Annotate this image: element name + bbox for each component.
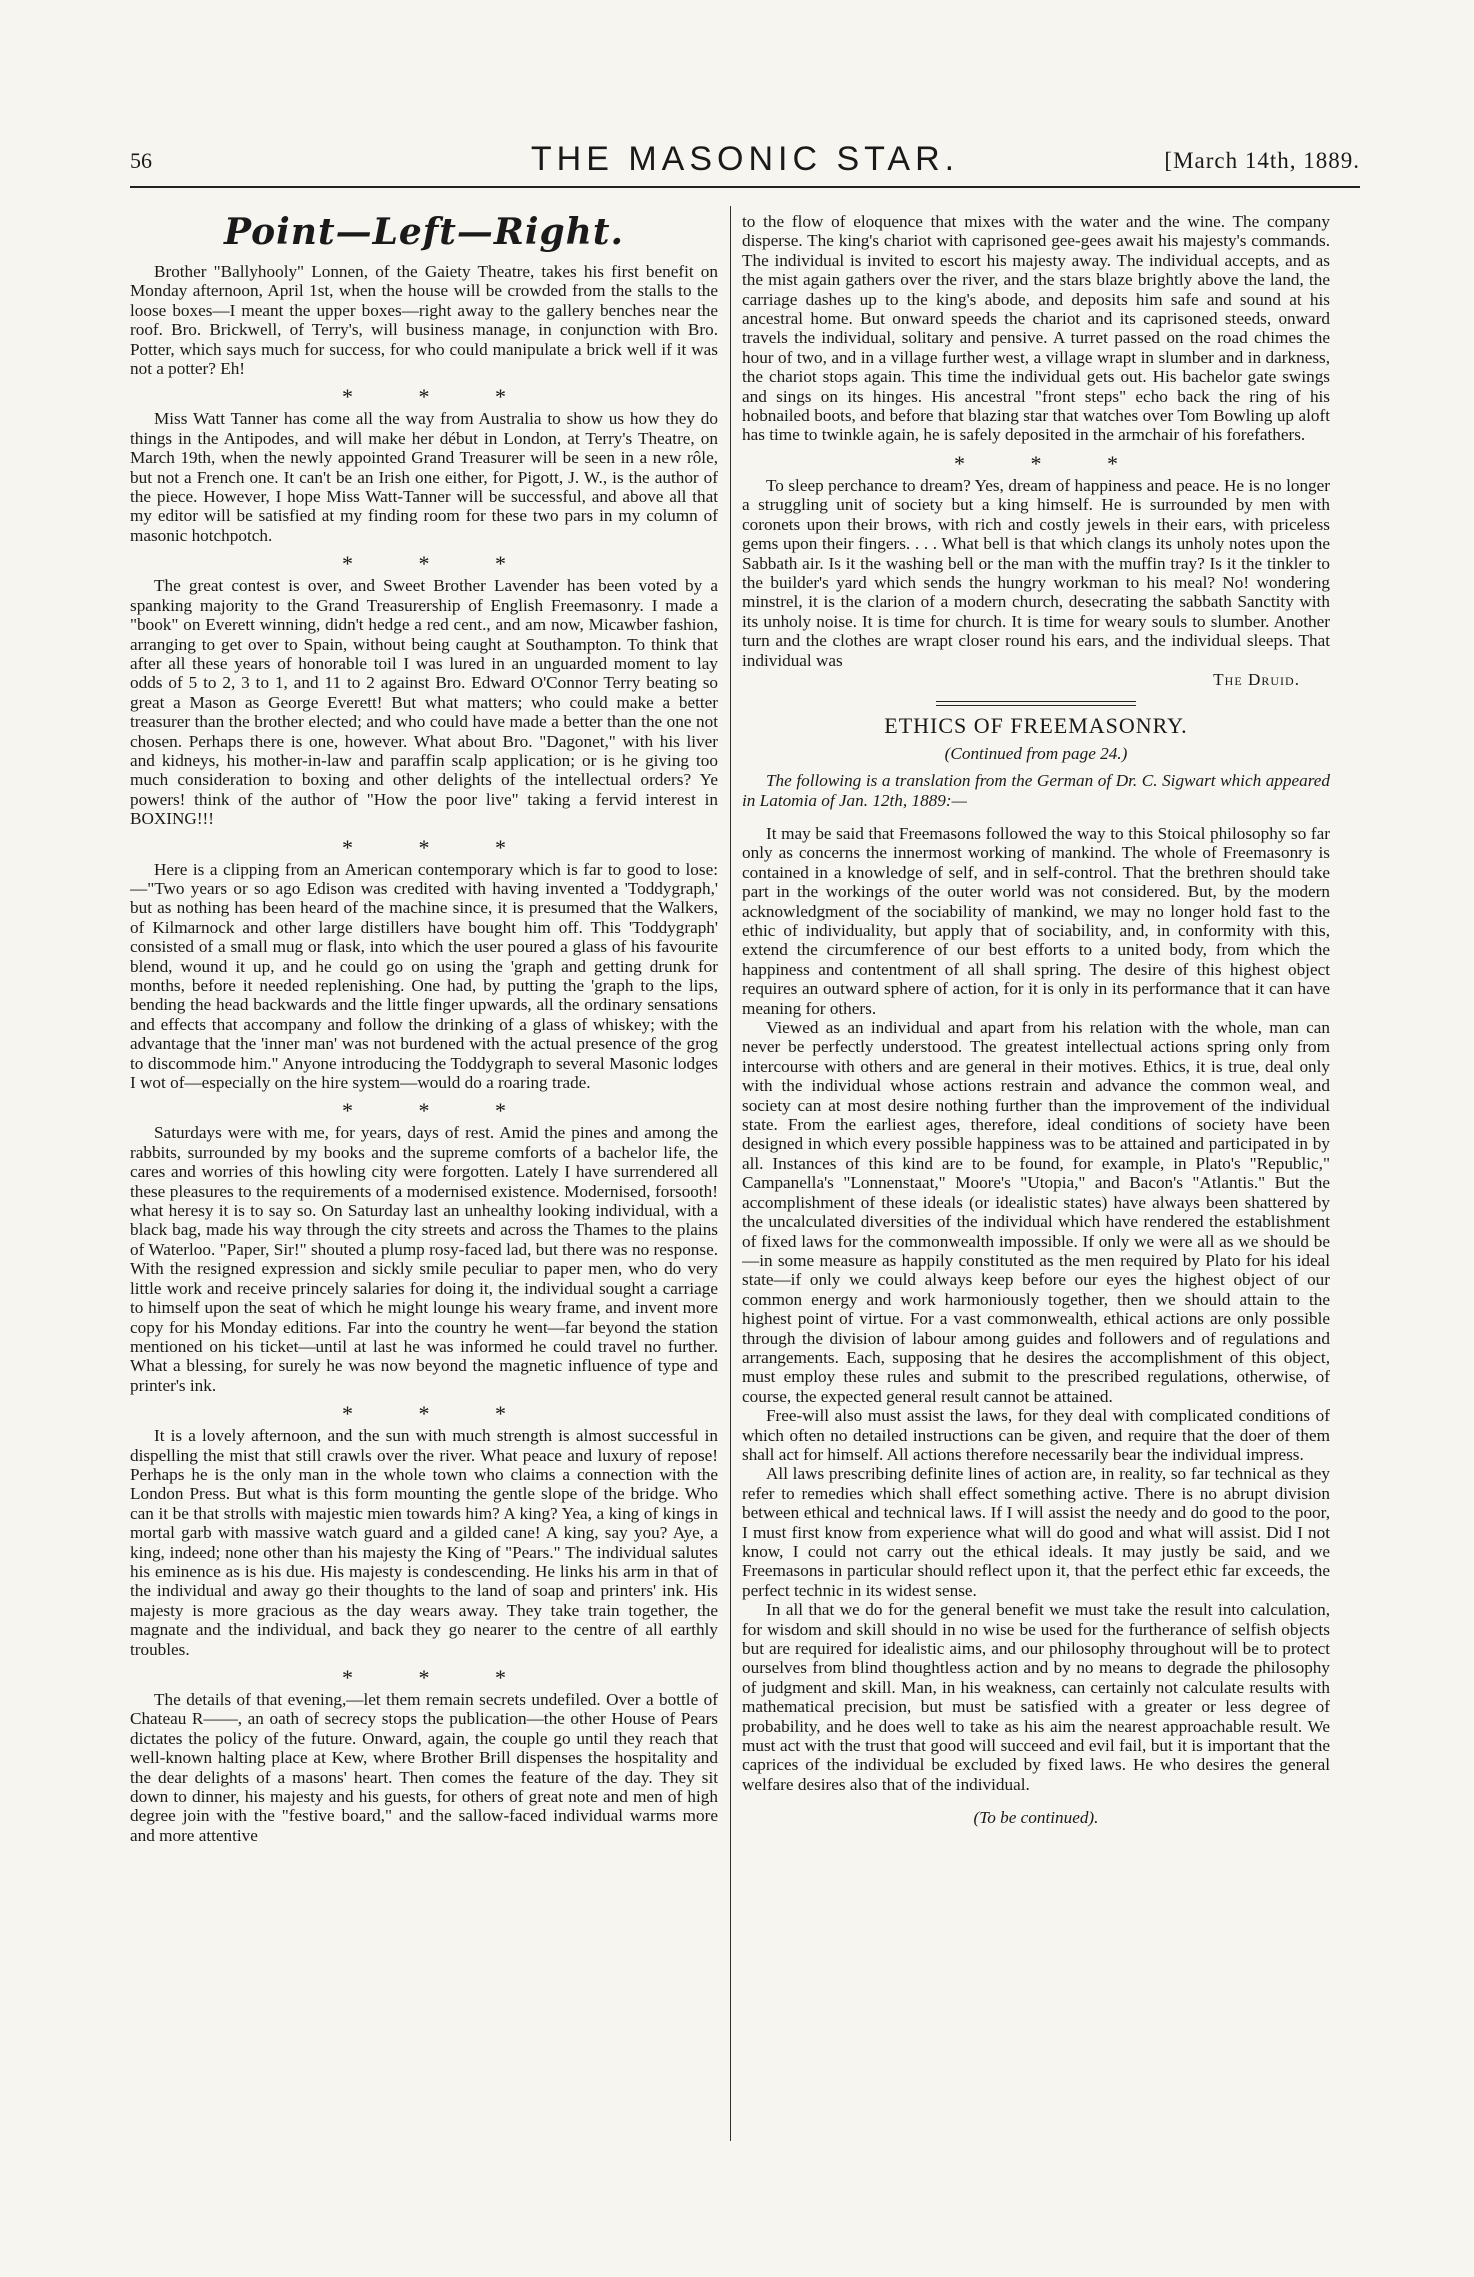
section-break: * * * <box>342 1098 506 1124</box>
paragraph: It is a lovely afternoon, and the sun with much strength is almost successful in dispelling the mist that still crawls over the river. What peace and luxury of repose! Perhaps he is the only man in the whole town who claims a connection with the London Press. But what is this form mounting the gentle slope of the bridge. Who can it be that strolls with majestic mien towards him? A king? Yea, a king of kings in mortal garb with massive watch guard and a gilded cane! A king, say you? Aye, a king, indeed; none other than his majesty the King of "Pears." The individual salutes his eminence as is his due. His majesty is condescending. He links his arm in that of the individual and away go their thoughts to the land of soap and printers' ink. His majesty is more gracious as the day wears away. They take train together, the magnate and the individual, and back they go nearer to the centre of all earthly troubles. <box>130 1426 718 1659</box>
left-column <box>130 212 718 2212</box>
section-break: * * * <box>954 450 1118 476</box>
section-break: * * * <box>342 834 506 860</box>
masthead: THE MASONIC STAR. <box>530 140 960 178</box>
paragraph: In all that we do for the general benefit we must take the result into calculation, for wisdom and skill should in no wise be used for the furtherance of selfish objects but are required for idealistic aims, and our philosophy throughout will be to protect ourselves from blind thoughtless action and by no means to degrade the philosophy of judgment and skill. Man, in his weakness, can certainly not calculate results with mathematical precision, but must be satisfied with a greater or less degree of probability, and he does well to take as his aim the nearest approachable result. We must act with the trust that good will succeed and evil fail, but it is important that the caprices of the individual be excluded by fixed laws. He who desires the general welfare desires also that of the individual. <box>742 1600 1330 1794</box>
article-intro: The following is a translation from the German of Dr. C. Sigwart which appeared in Latomia of Jan. 12th, 1889:— <box>742 771 1330 810</box>
paragraph: Saturdays were with me, for years, days of rest. Amid the pines and among the rabbits, surrounded by my books and the supreme comforts of a bachelor life, the cares and worries of this howling city were forgotten. Lately I have surrendered all these pleasures to the requirements of a modernised existence. Modernised, forsooth! what heresy it is to say so. On Saturday last an unhealthy looking individual, with a black bag, made his way through the city streets and across the Thames to the plains of Waterloo. "Paper, Sir!" shouted a plump rosy-faced lad, but there was no response. With the resigned expression and sickly smile peculiar to paper men, who do very little work and receive princely salaries for doing it, the individual sought a carriage to himself upon the seat of which he might lounge his weary frame, and invent more copy for his Monday editions. Far into the country he went—far beyond the station mentioned on his ticket—until at last he was informed he could travel no further. What a blessing, for surely he was now beyond the magnetic influence of type and printer's ink. <box>130 1123 718 1395</box>
article-title: ETHICS OF FREEMASONRY. <box>884 713 1188 739</box>
paragraph: To sleep perchance to dream? Yes, dream of happiness and peace. He is no longer a struggling unit of society but a king himself. He is surrounded by men with coronets upon their brows, with rich and costly jewels in their ears, with priceless gems upon their fingers. . . . What bell is that which clangs its unholy notes upon the Sabbath air. Is it the washing bell or the man with the muffin tray? Is it the tinkler to the builder's yard which sends the hungry workman to his meal? No! wondering minstrel, it is the clarion of a modern church, desecrating the sabbath Sanctity with its unholy noise. It is time for church. It is time for weary souls to slumber. Another turn and the clothes are wrapt closer round his ears, and the individual sleeps. That individual was <box>742 475 1330 670</box>
right-column <box>742 212 1330 2212</box>
paragraph: Free-will also must assist the laws, for they deal with complicated conditions of which often no detailed instructions can be given, and require that the doer of them shall act for himself. All actions therefore necessarily bear the individual impress. <box>742 1406 1330 1464</box>
continued-note: (Continued from page 24.) <box>944 743 1128 763</box>
paragraph: Miss Watt Tanner has come all the way from Australia to show us how they do things in the Antipodes, and will make her début in London, at Terry's Theatre, on March 19th, when the newly appointed Grand Treasurer will be seen in a new rôle, but not a French one. It can't be an Irish one either, for Pigott, J. W., is the author of the piece. However, I hope Miss Watt-Tanner will be successful, and above all that my editor will be satisfied at my finding room for these two pars in my column of masonic hotchpotch. <box>130 409 718 545</box>
signature: The Druid. <box>1213 669 1300 689</box>
column-divider <box>730 206 731 2141</box>
section-break: * * * <box>342 1401 506 1427</box>
paragraph: Viewed as an individual and apart from his relation with the whole, man can never be perfectly understood. The greatest intellectual actions spring only from intercourse with others and are general in their motives. Ethics, it is true, deal only with the individual whose actions restrain and advance the common weal, and society can at most desire nothing further than the improvement of the individual state. From the earliest ages, therefore, ideal conditions of society have been designed in which every possible happiness was to be attained and participated in by all. Instances of this kind are to be found, for example, in Plato's "Republic," Campanella's "Lonnenstaat," Moore's "Utopia," and Bacon's "Atlantis." But the accomplishment of these ideals (or idealistic states) have always been shattered by the uncalculated diversities of the individual which have rendered the establishment of fixed laws for the commonwealth impossible. If only we were all as we should be—in some measure as happily constituted as the men required by Plato for his ideal state—if only we could always keep before our eyes the highest object of our common energy and work harmoniously together, then we should attain to the highest point of virtue. For a vast commonwealth, ethical actions are only possible through the division of labour among guides and followers and of regulations and arrangements. Each, supposing that he desires the accomplishment of this object, must employ these rules and submit to the prescribed regulations, otherwise, of course, the expected general result cannot be attained. <box>742 1018 1330 1406</box>
page-header <box>130 140 1360 188</box>
paragraph: to the flow of eloquence that mixes with the water and the wine. The company disperse. The king's chariot with caprisoned gee-gees await his majesty's commands. The individual is invited to escort his majesty away. The individual accepts, and as the mist again gathers over the river, and the stars blaze brightly above the land, the carriage dashes up to the king's abode, and deposits him safe and sound at his ancestral home. But onward speeds the chariot and its caprisoned steeds, onward travels the individual, solitary and pensive. A turret passed on the road chimes the hour of two, and in a village further west, a village wrapt in slumber and in darkness, the chariot stops again. This time the individual gets out. His bachelor gate swings and sings on its hinges. His ancestral "front steps" echo back the ring of his hobnailed boots, and before that blazing star that watches over Tom Bowling up aloft has time to twinkle again, he is safely deposited in the armchair of his forefathers. <box>742 212 1330 445</box>
issue-date: [March 14th, 1889. <box>1164 148 1360 173</box>
section-break: * * * <box>342 1665 506 1690</box>
page-number: 56 <box>130 148 152 173</box>
to-be-continued: (To be continued). <box>973 1808 1099 1828</box>
paragraph: Here is a clipping from an American contemporary which is far to good to lose:—"Two years or so ago Edison was credited with having invented a 'Toddygraph,' but as nothing has been heard of the machine since, it is presumed that the Walkers, of Kilmarnock and other large distillers have bought him off. This 'Toddygraph' consisted of a small mug or flask, into which the user poured a glass of his favourite blend, wound it up, and he could go on using the 'graph and getting drunk for months, before it needed replenishing. One had, by putting the 'graph to the lips, bending the head backwards and the little finger upwards, all the ordinary sensations and effects that accompany and follow the drinking of a glass of whiskey; with the advantage that the 'inner man' was not burdened with the actual presence of the grog to discommode him." Anyone introducing the Toddygraph to several Masonic lodges I wot of—especially on the hire system—would do a roaring trade. <box>130 859 718 1093</box>
paragraph: The great contest is over, and Sweet Brother Lavender has been voted by a spanking majority to the Grand Treasurership of English Freemasonry. I made a "book" on Everett winning, didn't hedge a red cent., and am now, Micawber fashion, arranging to get over to Spain, without being caught at Southampton. To think that after all these years of honorable toil I was lured in an unguarded moment to lay odds of 5 to 2, 3 to 1, and 11 to 2 against Bro. Edward O'Connor Terry beating so great a Mason as George Everett! But what matters; who could make a better treasurer than the brother elected; and who could have made a better than the one not chosen. Perhaps there is one, however. What about Bro. "Dagonet," with his liver and kidneys, his mother-in-law and paraffin scalp application; or is he giving too much consideration to boxing and other delights of the intellectual orders? Ye powers! think of the author of "How the poor live" taking a fervid interest in BOXING!!! <box>130 576 718 829</box>
double-rule <box>936 701 1136 706</box>
paragraph: It may be said that Freemasons followed the way to this Stoical philosophy so far only as concerns the innermost working of mankind. The whole of Freemasonry is contained in a knowledge of self, and in self-control. That the brethren should take part in the workings of the outer world was not considered. But, by the modern acknowledgment of the sociability of mankind, we may no longer hold fast to the ethic of individuality, but apply that of sociability, and, in conformity with this, extend the circumference of our best efforts to a united body, from which the happiness and contentment of all shall spring. The desire of this highest object requires an outward sphere of action, for it is only in its performance that it can have meaning for others. <box>742 823 1330 1018</box>
section-title: Point—Left—Right. <box>223 212 625 253</box>
paragraph: All laws prescribing definite lines of action are, in reality, so far technical as they refer to remedies which shall effect something active. There is no abrupt division between ethical and technical laws. If I will assist the needy and do good to the poor, I must first know from experience what will do good and what will assist. Did I not know, I could not carry out the ethical ideals. It may justly be said, and we Freemasons in particular should reflect upon it, that the perfect ethic far exceeds, the perfect technic in its widest sense. <box>742 1464 1330 1600</box>
paragraph: The details of that evening,—let them remain secrets undefiled. Over a bottle of Chateau R——, an oath of secrecy stops the publication—the other House of Pears dictates the policy of the future. Onward, again, the couple go until they reach that well-known halting place at Kew, where Brother Brill dispenses the hospitality and the dear delights of a masons' heart. Then comes the feature of the day. They sit down to dinner, his majesty and his guests, for others of great note and men of high degree join with the "festive board," and the sallow-faced individual warms more and more attentive <box>130 1690 718 1845</box>
paragraph: Brother "Ballyhooly" Lonnen, of the Gaiety Theatre, takes his first benefit on Monday afternoon, April 1st, when the house will be crowded from the stalls to the loose boxes—I meant the upper boxes—right away to the gallery benches near the roof. Bro. Brickwell, of Terry's, will business manage, in conjunction with Bro. Potter, which says much for success, for who could manipulate a brick well if it was not a potter? Eh! <box>130 262 718 379</box>
section-break: * * * <box>342 551 506 577</box>
section-break: * * * <box>342 384 506 410</box>
